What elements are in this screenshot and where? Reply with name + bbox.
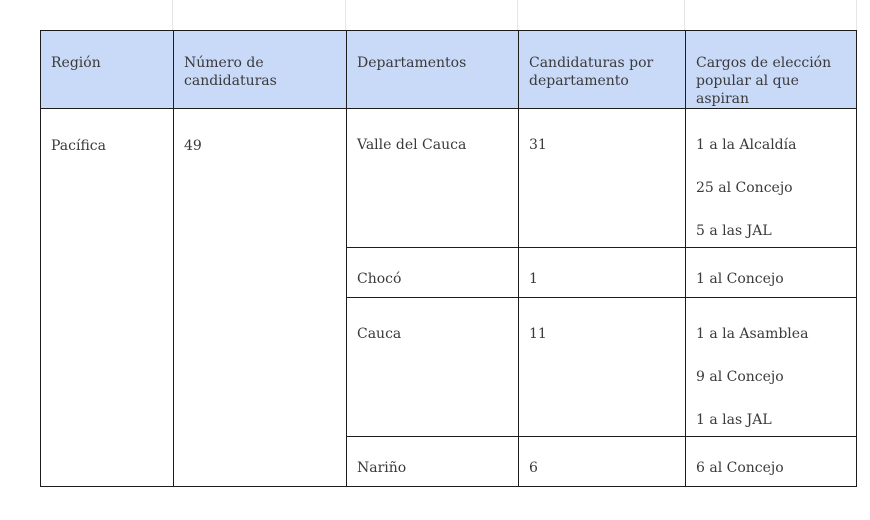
background-gridline bbox=[684, 0, 685, 30]
header-row bbox=[41, 31, 857, 109]
count-cell: 6 bbox=[519, 437, 686, 487]
header-departamentos: Departamentos bbox=[347, 31, 519, 109]
cargos-cell bbox=[686, 437, 857, 487]
cargo-item: 1 a las JAL bbox=[696, 412, 772, 428]
cargo-item: 25 al Concejo bbox=[696, 180, 793, 196]
cargo-item: 1 a la Alcaldía bbox=[696, 137, 797, 153]
header-cargos: Cargos de elección popular al que aspiran bbox=[686, 31, 857, 109]
count-cell: 31 bbox=[519, 109, 686, 248]
cargos-cell bbox=[686, 298, 857, 437]
departamento-cell: Nariño bbox=[347, 437, 519, 487]
cargo-item: 1 a la Asamblea bbox=[696, 326, 809, 342]
cargos-cell bbox=[686, 109, 857, 248]
count-cell: 1 bbox=[519, 248, 686, 298]
departamento-cell: Chocó bbox=[347, 248, 519, 298]
background-gridline bbox=[856, 0, 857, 30]
background-gridline bbox=[345, 0, 346, 30]
candidaturas-table bbox=[40, 30, 857, 487]
background-gridline bbox=[517, 0, 518, 30]
region-cell: Pacífica bbox=[41, 109, 174, 487]
cargo-item: 6 al Concejo bbox=[696, 460, 784, 476]
header-numero-candidaturas: Número de candidaturas bbox=[174, 31, 347, 109]
cargo-item: 5 a las JAL bbox=[696, 223, 772, 239]
table-row bbox=[41, 109, 857, 248]
departamento-cell: Cauca bbox=[347, 298, 519, 437]
header-candidaturas-por-departamento: Candidaturas por departamento bbox=[519, 31, 686, 109]
total-candidaturas-cell: 49 bbox=[174, 109, 347, 487]
background-gridline bbox=[172, 0, 173, 30]
count-cell: 11 bbox=[519, 298, 686, 437]
departamento-cell: Valle del Cauca bbox=[347, 109, 519, 248]
cargo-item: 9 al Concejo bbox=[696, 369, 784, 385]
header-region: Región bbox=[41, 31, 174, 109]
cargo-item: 1 al Concejo bbox=[696, 271, 784, 287]
cargos-cell bbox=[686, 248, 857, 298]
